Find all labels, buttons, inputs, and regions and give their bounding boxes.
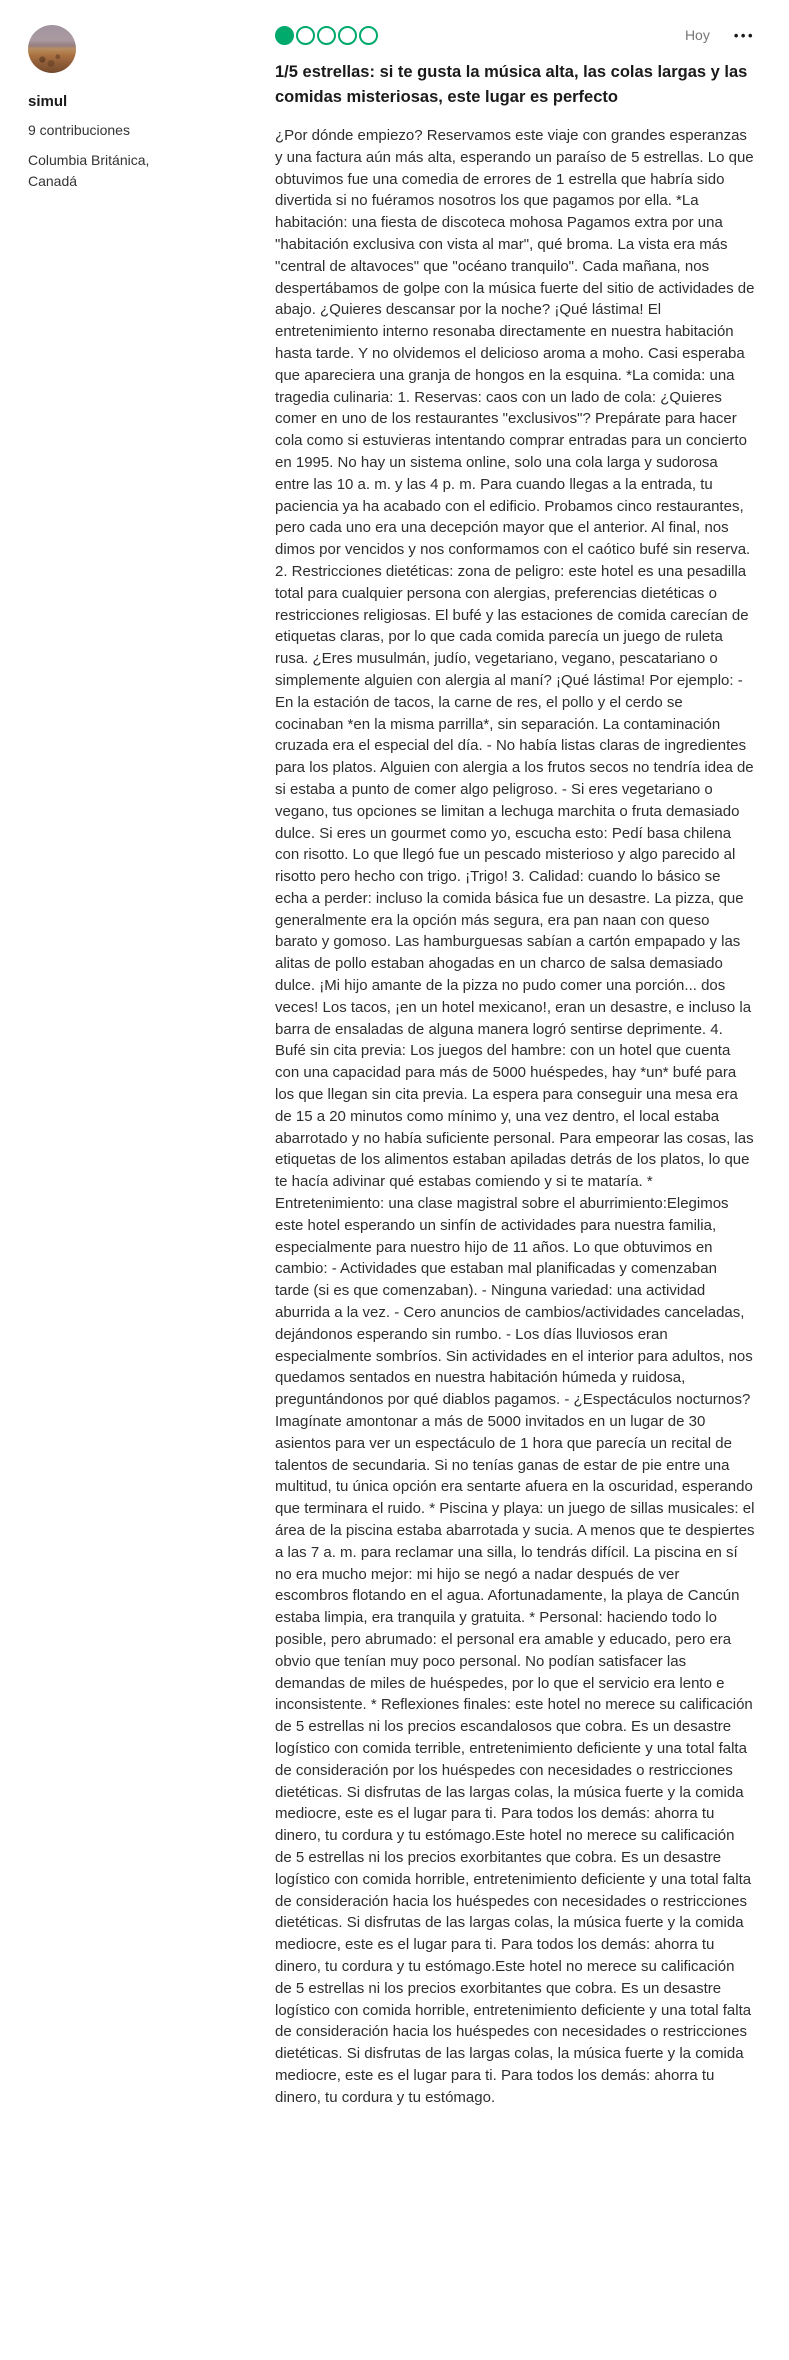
- rating-bubble-empty: [296, 26, 315, 45]
- avatar[interactable]: [28, 25, 76, 73]
- rating-bubbles: [275, 26, 380, 45]
- rating-bubble-empty: [317, 26, 336, 45]
- user-location: Columbia Británica, Canadá: [28, 152, 150, 189]
- rating-bubble-empty: [338, 26, 357, 45]
- review-date: Hoy: [684, 27, 710, 43]
- review-header-right: [685, 27, 755, 43]
- review-title: 1/5 estrellas: si te gusta la música alta, las colas largas y las comidas misteriosas, este lugar es perfecto: [275, 63, 748, 106]
- review-body: ¿Por dónde empiezo? Reservamos este viaje con grandes esperanzas y una factura aún más alta, esperando un paraíso de 5 estrellas. Lo que obtuvimos fue una comedia de errores de 1 estrella que habría sido divertida si no fuéramos nosotros los que pagamos por ella. *La habitación: una fiesta de discoteca mohosa Pagamos extra por una "habitación exclusiva con vista al mar", qué broma. La vista era más "central de altavoces" que "océano tranquilo". Cada mañana, nos despertábamos de golpe con la música fuerte del sitio de actividades de abajo. ¿Quieres descansar por la noche? ¡Qué lástima! El entretenimiento interno resonaba directamente en nuestra habitación hasta tarde. Y no olvidemos el delicioso aroma a moho. Casi esperaba que apareciera una granja de hongos en la esquina. *La comida: una tragedia culinaria: 1. Reservas: caos con un lado de cola: ¿Quieres comer en uno de los restaurantes "exclusivos"? Prepárate para hacer cola como si estuvieras intentando comprar entradas para un concierto en 1995. No hay un sistema online, solo una cola larga y sudorosa entre las 10 a. m. y las 4 p. m. Para cuando llegas a la entrada, tu paciencia ya ha acabado con el edificio. Probamos cinco restaurantes, pero cada uno era una decepción mayor que el anterior. Al final, nos dimos por vencidos y nos conformamos con el caótico bufé sin reserva. 2. Restricciones dietéticas: zona de peligro: este hotel es una pesadilla total para cualquier persona con alergias, preferencias dietéticas o restricciones religiosas. El bufé y las estaciones de comida carecían de etiquetas claras, por lo que cada comida parecía un juego de ruleta rusa. ¿Eres musulmán, judío, vegetariano, vegano, pescatariano o simplemente alguien con alergia al maní? ¡Qué lástima! Por ejemplo: - En la estación de tacos, la carne de res, el pollo y el cerdo se cocinaban *en la misma parrilla*, sin separación. La contaminación cruzada era el especial del día. - No había listas claras de ingredientes para los platos. Alguien con alergia a los frutos secos no tendría idea de si estaba a punto de comer algo peligroso. - Si eres vegetariano o vegano, tus opciones se limitan a lechuga marchita o fruta demasiado dulce. Si eres un gourmet como yo, escucha esto: Pedí basa chilena con risotto. Lo que llegó fue un pescado misterioso y algo parecido al risotto pero hecho con trigo. ¡Trigo! 3. Calidad: cuando lo básico se echa a perder: incluso la comida básica fue un desastre. La pizza, que generalmente era la opción más segura, era pan naan con queso barato y gomoso. Las hamburguesas sabían a cartón empapado y las alitas de pollo estaban ahogadas en un charco de salsa demasiado dulce. ¡Mi hijo amante de la pizza no pudo comer una porción... dos veces! Los tacos, ¡en un hotel mexicano!, eran un desastre, e incluso la barra de ensaladas de alguna manera logró sentirse deprimente. 4. Bufé sin cita previa: Los juegos del hambre: con un hotel que cuenta con una capacidad para más de 5000 huéspedes, hay *un* bufé para los que llegan sin cita previa. La espera para conseguir una mesa era de 15 a 20 minutos como mínimo y, una vez dentro, el local estaba abarrotado y no había suficiente personal. Para empeorar las cosas, las etiquetas de los alimentos estaban apiladas detrás de los platos, lo que te hacía adivinar qué estabas comiendo y si te mataría. * Entretenimiento: una clase magistral sobre el aburrimiento:Elegimos este hotel esperando un sinfín de actividades para nuestra familia, especialmente para nuestro hijo de 11 años. Lo que obtuvimos en cambio: - Actividades que estaban mal planificadas y comenzaban tarde (si es que comenzaban). - Ninguna variedad: una actividad aburrida a la vez. - Cero anuncios de cambios/actividades canceladas, dejándonos esperando sin rumbo. - Los días lluviosos eran especialmente sombríos. Sin actividades en el interior para adultos, nos quedamos sentados en nuestra habitación húmeda y ruidosa, preguntándonos por qué diablos pagamos. - ¿Espectáculos nocturnos? Imagínate amontonar a más de 5000 invitados en un lugar de 30 asientos para ver un espectáculo de 1 hora que parecía un recital de talentos de secundaria. Si no tenías ganas de estar de pie entre una multitud, tu única opción era sentarte afuera en la oscuridad, esperando que terminara el ruido. * Piscina y playa: un juego de sillas musicales: el área de la piscina estaba abarrotada y sucia. A menos que te despiertes a las 7 a. m. para reclamar una silla, lo tendrás difícil. La piscina en sí no era mucho mejor: mi hijo se negó a nadar después de ver escombros flotando en el agua. Afortunadamente, la playa de Cancún estaba limpia, era tranquila y gratuita. * Personal: haciendo todo lo posible, pero abrumado: el personal era amable y educado, pero era obvio que tenían muy poco personal. No podían satisfacer las demandas de miles de huéspedes, por lo que el servicio era lento e inconsistente. * Reflexiones finales: este hotel no merece su calificación de 5 estrellas ni los precios escandalosos que cobra. Es un desastre logístico con comida terrible, entretenimiento deficiente y una total falta de consideración por los huéspedes con necesidades o restricciones dietéticas. Si disfrutas de las largas colas, la música fuerte y la comida mediocre, este es el lugar para ti. Para todos los demás: ahorra tu dinero, tu cordura y tu estómago.Este hotel no merece su calificación de 5 estrellas ni los precios exorbitantes que cobra. Es un desastre logístico con comida horrible, entretenimiento deficiente y una total falta de consideración hacia los huéspedes con necesidades o restricciones dietéticas. Si disfrutas de las largas colas, la música fuerte y la comida mediocre, este es el lugar para ti. Para todos los demás: ahorra tu dinero, tu cordura y tu estómago.Este hotel no merece su calificación de 5 estrellas ni los precios exorbitantes que cobra. Es un desastre logístico con comida horrible, entretenimiento deficiente y una total falta de consideración hacia los huéspedes con necesidades o restricciones dietéticas. Si disfrutas de las largas colas, la música fuerte y la comida mediocre, este es el lugar para ti. Para todos los demás: ahorra tu dinero, tu cordura y tu estómago.: [275, 127, 755, 2106]
- rating-bubble-filled: [275, 26, 294, 45]
- user-contributions: 9 contribuciones: [28, 122, 130, 138]
- review-header-row: [275, 25, 755, 45]
- overflow-menu-icon[interactable]: •••: [733, 27, 755, 43]
- rating-bubble-empty: [359, 26, 378, 45]
- user-column: [28, 25, 275, 192]
- username[interactable]: simul: [28, 93, 68, 110]
- review-content: [275, 25, 755, 2109]
